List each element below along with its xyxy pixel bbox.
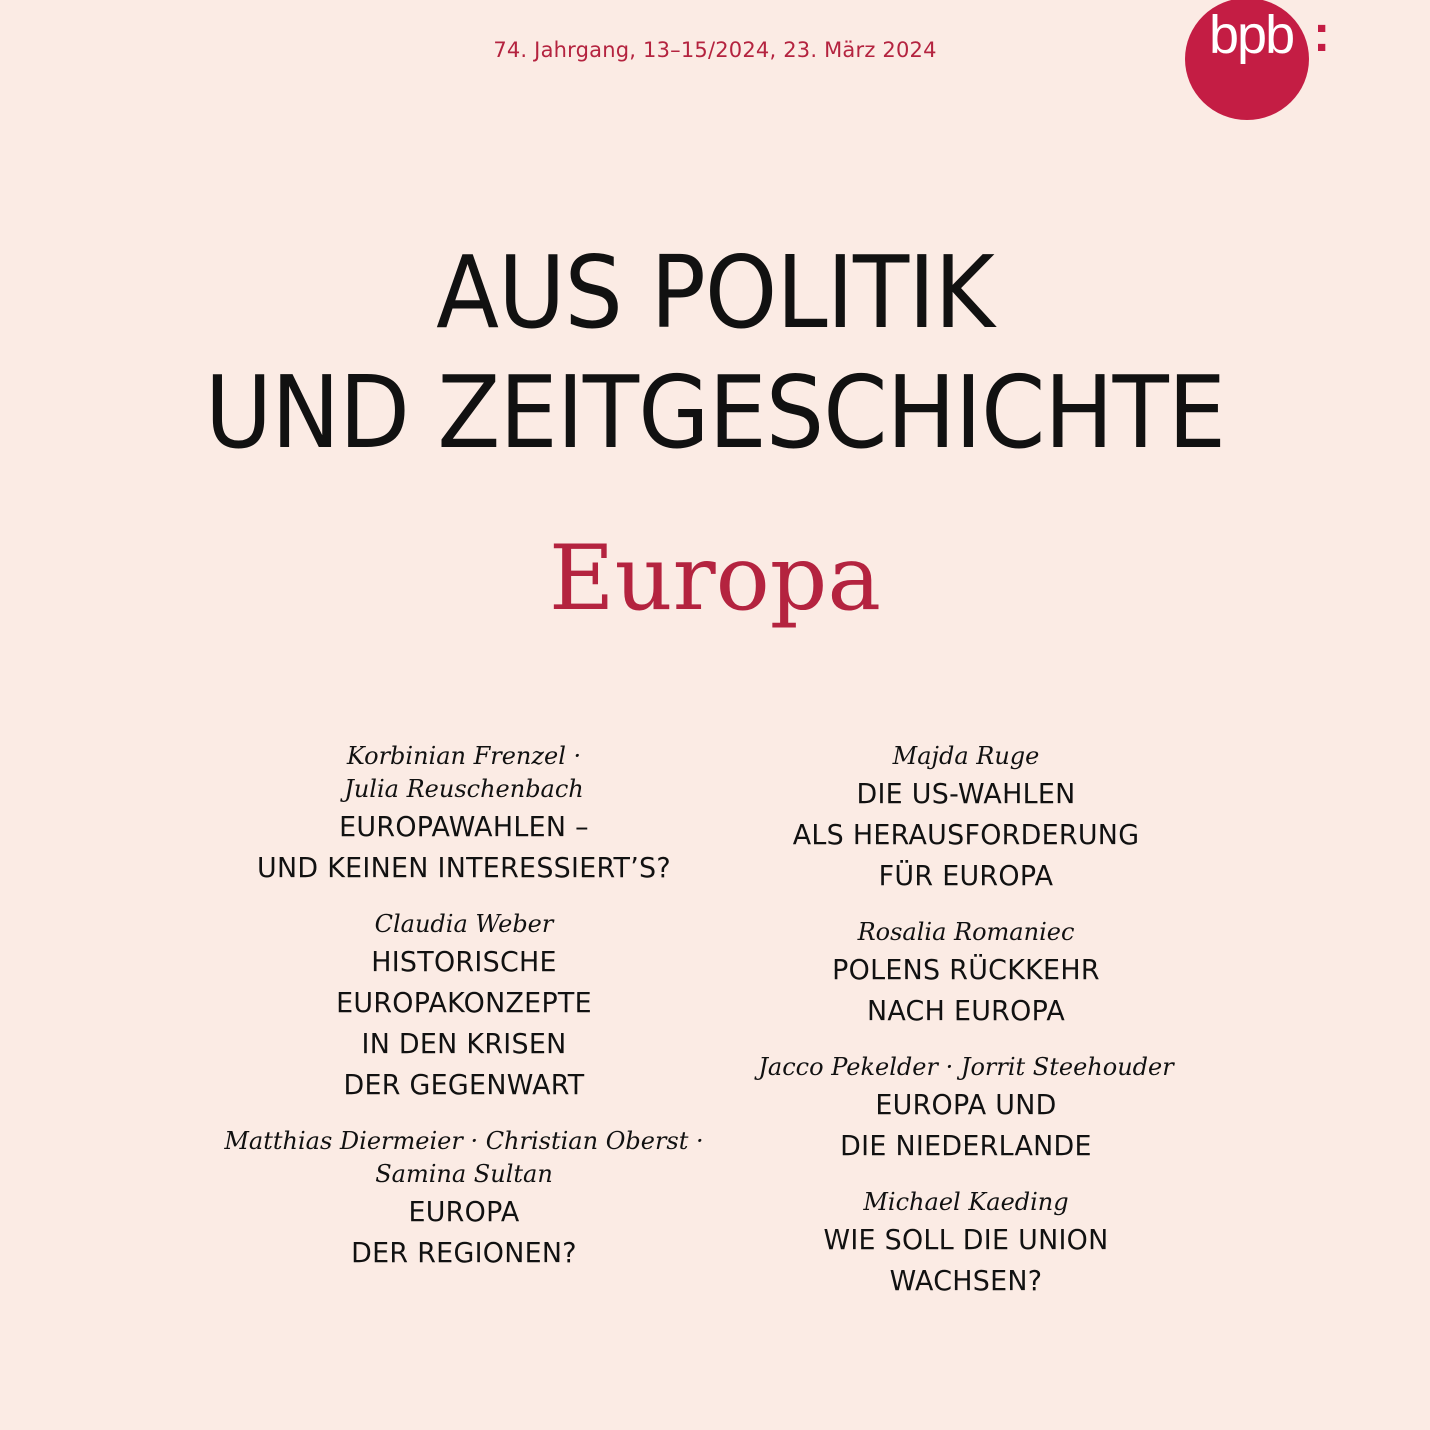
article-entry <box>716 740 1216 896</box>
article-authors: Jacco Pekelder · Jorrit Steehouder <box>758 1053 1174 1081</box>
article-entry <box>214 908 714 1105</box>
article-headline: HISTORISCHE EUROPAKONZEPTE IN DEN KRISEN DER GEGENWART <box>336 945 592 1101</box>
article-list-left <box>214 740 714 1293</box>
article-list-right <box>716 740 1216 1321</box>
article-entry <box>716 1051 1216 1166</box>
issue-theme: Europa <box>548 526 882 631</box>
article-headline: POLENS RÜCKKEHR NACH EUROPA <box>832 953 1100 1027</box>
article-entry <box>716 1186 1216 1301</box>
article-authors: Michael Kaeding <box>863 1188 1069 1216</box>
article-headline: EUROPA UND DIE NIEDERLANDE <box>840 1088 1092 1162</box>
article-headline: EUROPA DER REGIONEN? <box>351 1195 577 1269</box>
article-headline: EUROPAWAHLEN – UND KEINEN INTERESSIERT’S? <box>257 810 671 884</box>
article-authors: Matthias Diermeier · Christian Oberst · Samina Sultan <box>224 1127 704 1188</box>
article-entry <box>214 1125 714 1273</box>
article-headline: DIE US-WAHLEN ALS HERAUSFORDERUNG FÜR EUROPA <box>792 777 1140 892</box>
article-authors: Rosalia Romaniec <box>857 918 1075 946</box>
publication-title-line-1: AUS POLITIK <box>436 234 994 351</box>
article-authors: Majda Ruge <box>892 742 1040 770</box>
publication-title-line-2: UND ZEITGESCHICHTE <box>204 354 1226 471</box>
article-headline: WIE SOLL DIE UNION WACHSEN? <box>823 1223 1109 1297</box>
article-authors: Claudia Weber <box>374 910 554 938</box>
article-authors: Korbinian Frenzel · Julia Reuschenbach <box>344 742 584 803</box>
logo-colon: : <box>1313 5 1331 63</box>
bpb-logo <box>1185 0 1331 122</box>
article-entry <box>716 916 1216 1031</box>
article-entry <box>214 740 714 888</box>
issue-info: 74. Jahrgang, 13–15/2024, 23. März 2024 <box>493 38 937 62</box>
logo-text: bpb <box>1209 5 1294 65</box>
